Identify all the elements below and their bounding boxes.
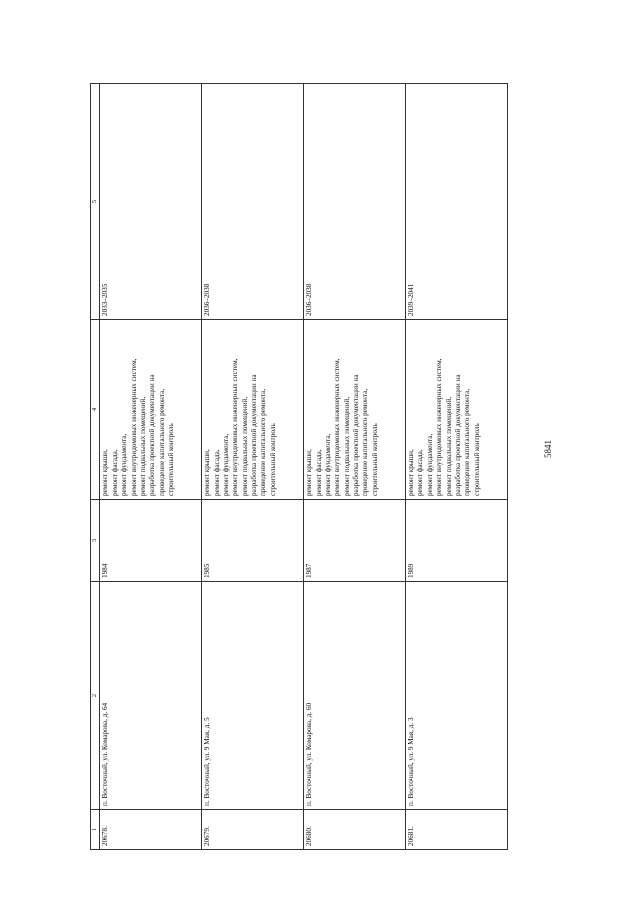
work-item: ремонт фундамента,: [425, 433, 434, 496]
works-list: [203, 323, 278, 496]
work-item: разработка проектной документации на: [453, 374, 462, 496]
work-item: ремонт подвальных помещений,: [342, 396, 351, 496]
work-item: строительный контроль: [268, 423, 277, 496]
works-list: [101, 323, 176, 496]
work-item: разработка проектной документации на: [352, 374, 361, 496]
work-item: ремонт внутридомовых инженерных систем,: [129, 358, 138, 496]
column-header-3: 3: [91, 500, 100, 582]
row-number-cell: 20679.: [202, 810, 304, 850]
work-item: ремонт подвальных помещений,: [138, 396, 147, 496]
work-item: ремонт внутридомовых инженерных систем,: [333, 358, 342, 496]
work-item: строительный контроль: [472, 423, 481, 496]
work-item: проведение капитального ремонта,: [463, 388, 472, 496]
period-cell: 2033–2035: [100, 84, 202, 320]
column-header-2: 2: [91, 582, 100, 810]
work-item: ремонт фундамента,: [323, 433, 332, 496]
address-cell: п. Восточный, ул. 9 Мая, д. 5: [202, 582, 304, 810]
table-row: [202, 84, 304, 850]
column-header-4: 4: [91, 320, 100, 500]
work-item: ремонт подвальных помещений,: [444, 396, 453, 496]
work-item: ремонт крыши,: [305, 449, 314, 496]
year-cell: 1987: [304, 500, 406, 582]
address-cell: п. Восточный, ул. Комарова, д. 64: [100, 582, 202, 810]
work-item: ремонт фундамента,: [222, 433, 231, 496]
rotated-table-container: [90, 84, 508, 850]
address-cell: п. Восточный, ул. Комарова, д. 60: [304, 582, 406, 810]
work-item: строительный контроль: [166, 423, 175, 496]
work-item: ремонт крыши,: [101, 449, 110, 496]
work-item: разработка проектной документации на: [250, 374, 259, 496]
work-item: проведение капитального ремонта,: [157, 388, 166, 496]
work-item: ремонт крыши,: [407, 449, 416, 496]
work-item: ремонт подвальных помещений,: [240, 396, 249, 496]
column-header-5: 5: [91, 84, 100, 320]
work-item: разработка проектной документации на: [148, 374, 157, 496]
column-header-1: 1: [91, 810, 100, 850]
period-cell: 2036–2038: [304, 84, 406, 320]
work-item: ремонт фундамента,: [120, 433, 129, 496]
work-item: ремонт фасада,: [314, 449, 323, 496]
work-item: ремонт фасада,: [110, 449, 119, 496]
page-number: 5841: [543, 440, 553, 458]
period-cell: 2039–2041: [406, 84, 508, 320]
year-cell: 1984: [100, 500, 202, 582]
work-item: ремонт внутридомовых инженерных систем,: [435, 358, 444, 496]
work-item: ремонт крыши,: [203, 449, 212, 496]
work-item: проведение капитального ремонта,: [361, 388, 370, 496]
work-item: строительный контроль: [370, 423, 379, 496]
works-cell: [100, 320, 202, 500]
year-cell: 1985: [202, 500, 304, 582]
works-cell: [304, 320, 406, 500]
row-number-cell: 20681.: [406, 810, 508, 850]
table-row: [100, 84, 202, 850]
works-list: [305, 323, 380, 496]
works-cell: [406, 320, 508, 500]
year-cell: 1989: [406, 500, 508, 582]
header-row: [91, 84, 100, 850]
row-number-cell: 20678.: [100, 810, 202, 850]
work-item: ремонт фасада,: [416, 449, 425, 496]
work-item: проведение капитального ремонта,: [259, 388, 268, 496]
work-item: ремонт фасада,: [212, 449, 221, 496]
row-number-cell: 20680.: [304, 810, 406, 850]
table-row: [406, 84, 508, 850]
works-cell: [202, 320, 304, 500]
work-item: ремонт внутридомовых инженерных систем,: [231, 358, 240, 496]
period-cell: 2036–2038: [202, 84, 304, 320]
repair-schedule-table: [90, 83, 508, 850]
address-cell: п. Восточный, ул. 9 Мая, д. 3: [406, 582, 508, 810]
works-list: [407, 323, 482, 496]
table-row: [304, 84, 406, 850]
